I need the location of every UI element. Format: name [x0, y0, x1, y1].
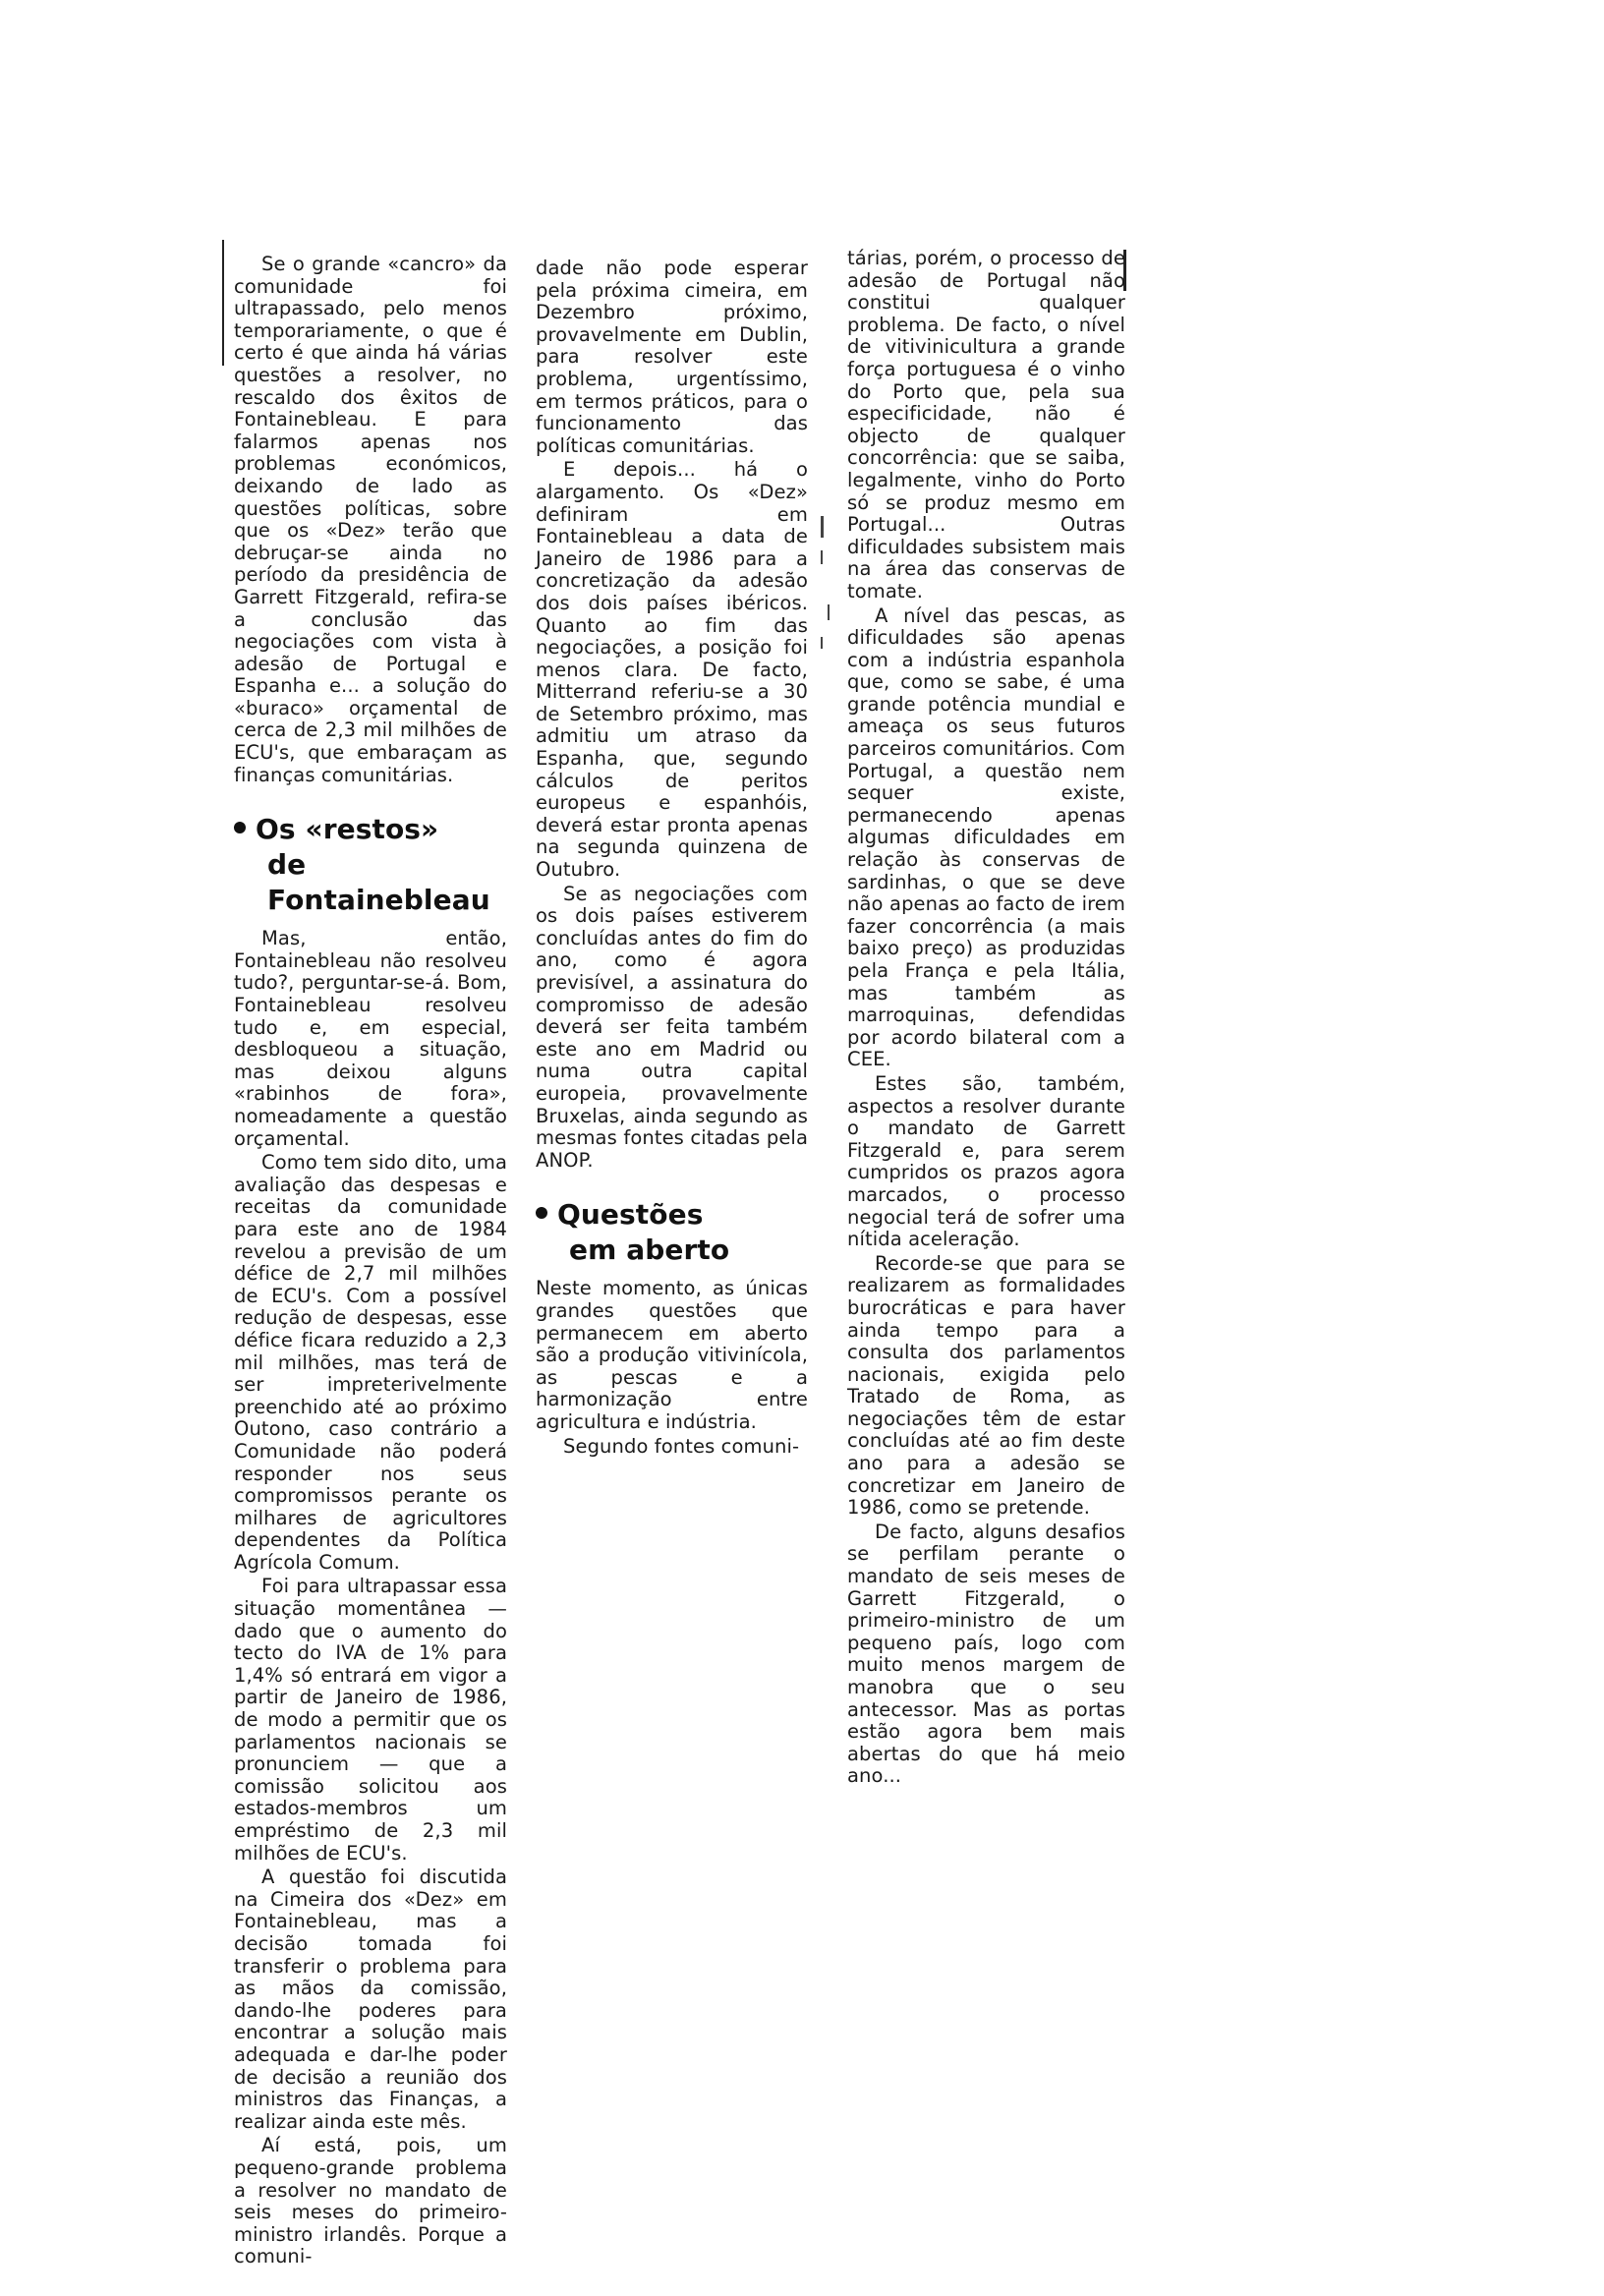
intro-paragraph: Se o grande «cancro» da comunidade foi ultrapassado, pelo menos temporariamente, o que é certo é que ainda há várias questões a resolver, no rescaldo dos êxitos de Fontainebleau. E para falarmos apenas nos problemas económicos, deixando de lado as questões políticas, sobre que os «Dez» terão que debruçar-se ainda no período da presidência de Garrett Fitzgerald, refira-se a conclusão das negociações com vista à adesão de Portugal e Espanha e... a solução do «buraco» orçamental de cerca de 2,3 mil milhões de ECU's, que embaraçam as finanças comunitárias.: [234, 253, 507, 786]
article-column-1: [234, 254, 507, 2270]
bullet-icon: [234, 822, 246, 833]
body-paragraph: Foi para ultrapassar essa situação momentânea — dado que o aumento do tecto do IVA de 1% para 1,4% só entrará em vigor a partir de Janeiro de 1986, de modo a permitir que os parlamentos nacionais se pronunciem — que a comissão solicitou aos estados-membros um empréstimo de 2,3 mil milhões de ECU's.: [234, 1575, 507, 1865]
article-column-2: [536, 258, 808, 1460]
subheading-line-1: Questões: [557, 1198, 704, 1232]
scan-speck: [821, 550, 823, 564]
article-column-3: [847, 248, 1125, 1790]
body-paragraph: Se as negociações com os dois países estiverem concluídas antes do fim do ano, como é agora previsível, a assinatura do compromisso de adesão deverá ser feita também este ano em Madrid ou numa outra capital europeia, provavelmente Bruxelas, ainda segundo as mesmas fontes citadas pela ANOP.: [536, 882, 808, 1172]
body-paragraph: Recorde-se que para se realizarem as formalidades burocráticas e para haver ainda tempo para a consulta dos parlamentos nacionais, exigida pelo Tratado de Roma, as negociações têm de estar concluídas até ao fim deste ano para a adesão se concretizar em Janeiro de 1986, como se pretende.: [847, 1251, 1125, 1520]
body-paragraph: dade não pode esperar pela próxima cimeira, em Dezembro próximo, provavelmente em Dublin, para resolver este problema, urgentíssimo, em termos práticos, para o funcionamento das políticas comunitárias.: [536, 257, 808, 457]
body-paragraph: Aí está, pois, um pequeno-grande problema a resolver no mandato de seis meses do primeiro-ministro irlandês. Porque a comuni-: [234, 2134, 507, 2268]
bullet-icon: [536, 1207, 547, 1219]
subheading-line-1: Os «restos»: [256, 813, 439, 846]
body-paragraph: Mas, então, Fontainebleau não resolveu tudo?, perguntar-se-á. Bom, Fontainebleau resolveu tudo e, em especial, desbloqueou a situação, mas deixou alguns «rabinhos de fora», nomeadamente a questão orçamental.: [234, 927, 507, 1150]
body-paragraph: tárias, porém, o processo de adesão de Portugal não constitui qualquer problema. De facto, o nível de vitivinicultura a grande força portuguesa é o vinho do Porto que, pela sua especificidade, não é objecto de qualquer concorrência: que se saiba, legalmente, vinho do Porto só se produz mesmo em Portugal... Outras dificuldades subsistem mais na área das conservas de tomate.: [847, 247, 1125, 603]
subheading-line-2: em aberto: [569, 1234, 730, 1267]
body-paragraph: De facto, alguns desafios se perfilam perante o mandato de seis meses de Garrett Fitzgerald, o primeiro-ministro de um pequeno país, logo com muito menos margem de manobra que o seu antecessor. Mas as portas estão agora bem mais abertas do que há meio ano...: [847, 1520, 1125, 1788]
body-paragraph: A nível das pescas, as dificuldades são apenas com a indústria espanhola que, como se sabe, é uma grande potência mundial e ameaça os seus futuros parceiros comunitários. Com Portugal, a questão nem sequer existe, permanecendo apenas algumas dificuldades em relação às conservas de sardinhas, o que se deve não apenas ao facto de irem fazer concorrência (a mais baixo preço) as produzidas pela França e pela Itália, mas também as marroquinas, defendidas por acordo bilateral com a CEE.: [847, 603, 1125, 1071]
left-margin-rule: [222, 240, 224, 366]
body-paragraph: Neste momento, as únicas grandes questões que permanecem em aberto são a produção vitivinícola, as pescas e a harmonização entre agricultura e indústria.: [536, 1277, 808, 1433]
subheading-line-3: Fontainebleau: [267, 884, 490, 917]
body-paragraph: Estes são, também, aspectos a resolver durante o mandato de Garrett Fitzgerald e, para serem cumpridos os prazos agora marcados, o processo negocial terá de sofrer uma nítida aceleração.: [847, 1071, 1125, 1251]
body-paragraph: Como tem sido dito, uma avaliação das despesas e receitas da comunidade para este ano de 1984 revelou a previsão de um défice de 2,7 mil milhões de ECU's. Com a possível redução de despesas, esse défice ficara reduzido a 2,3 mil milhões, mas terá de ser impreterivelmente preenchido até ao próximo Outono, caso contrário a Comunidade não poderá responder nos seus compromissos perante os milhares de agricultores dependentes da Política Agrícola Comum.: [234, 1151, 507, 1574]
scan-speck: [828, 604, 830, 620]
body-paragraph: A questão foi discutida na Cimeira dos «Dez» em Fontainebleau, mas a decisão tomada foi transferir o problema para as mãos da comissão, dando-lhe poderes para encontrar a solução mais adequada e dar-lhe poder de decisão a reunião dos ministros das Finanças, a realizar ainda este mês.: [234, 1866, 507, 2133]
scan-speck: [821, 516, 824, 538]
subheading-questoes: [536, 1197, 808, 1268]
subheading-restos: [234, 812, 507, 918]
body-paragraph: E depois... há o alargamento. Os «Dez» definiram em Fontainebleau a data de Janeiro de 1986 para a concretização da adesão dos dois países ibéricos. Quanto ao fim das negociações, a posição foi menos clara. De facto, Mitterrand referiu-se a 30 de Setembro próximo, mas admitiu um atraso da Espanha, que, segundo cálculos de peritos europeus e espanhóis, deverá estar pronta apenas na segunda quinzena de Outubro.: [536, 458, 808, 882]
scan-speck: [821, 637, 823, 649]
subheading-line-2: de: [267, 848, 307, 882]
body-paragraph: Segundo fontes comuni-: [563, 1434, 800, 1458]
